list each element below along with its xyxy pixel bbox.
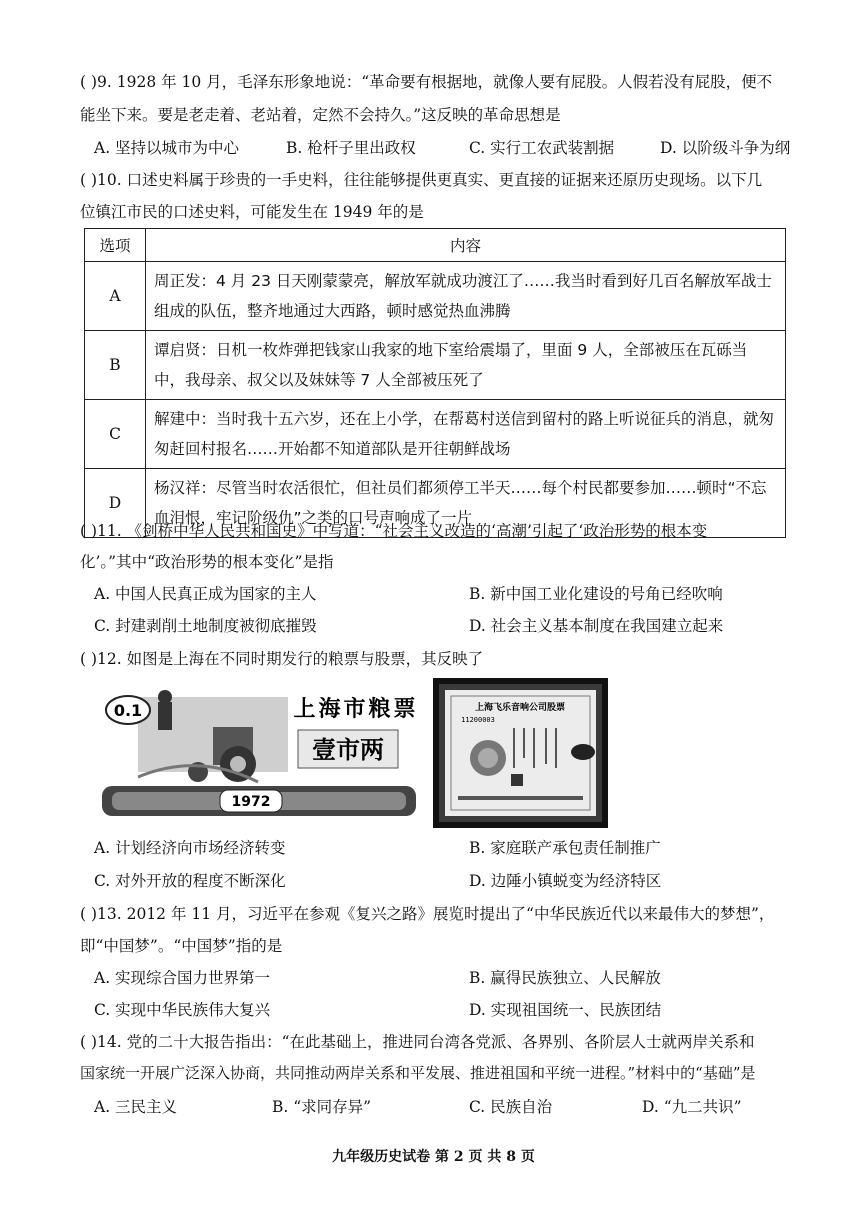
question-11-line-2: 化’。”其中“政治形势的根本变化”是指 — [80, 553, 334, 571]
row-content: 周正发：4 月 23 日天刚蒙蒙亮，解放军就成功渡江了……我当时看到好几百名解放军战士组成的队伍，整齐地通过大西路，顿时感觉热血沸腾 — [146, 262, 786, 331]
row-content: 谭启贤：日机一枚炸弹把钱家山我家的地下室给震塌了，里面 9 人，全部被压在瓦砾当中，我母亲、叔父以及妹妹等 7 人全部被压死了 — [146, 331, 786, 400]
q13-option-a: A. 实现综合国力世界第一 — [94, 969, 271, 987]
stock-serial: 11200003 — [461, 716, 495, 724]
header-content: 内容 — [146, 229, 786, 262]
q14-option-a: A. 三民主义 — [94, 1098, 178, 1116]
row-key: B — [85, 331, 146, 400]
q11-option-a: A. 中国人民真正成为国家的主人 — [94, 585, 317, 603]
q14-option-d: D. “九二共识” — [642, 1098, 742, 1116]
ticket-title: 上海市粮票 — [293, 697, 419, 722]
q13-option-b: B. 赢得民族独立、人民解放 — [469, 969, 661, 987]
header-option: 选项 — [85, 229, 146, 262]
question-13-line-2: 即“中国梦”。“中国梦”指的是 — [80, 937, 283, 955]
tractor-illustration — [138, 690, 288, 782]
q9-option-b: B. 枪杆子里出政权 — [286, 139, 416, 157]
question-9-line-1: ( )9. 1928 年 10 月，毛泽东形象地说：“革命要有根据地，就像人要有屁股。人假若没有屁股，便不 — [80, 73, 773, 91]
question-13-line-1: ( )13. 2012 年 11 月，习近平在参观《复兴之路》展览时提出了“中华民族近代以来最伟大的梦想”， — [80, 905, 775, 923]
q14-option-c: C. 民族自治 — [469, 1098, 553, 1116]
question-14-line-2: 国家统一开展广泛深入协商，共同推动两岸关系和平发展、推进祖国和平统一进程。”材料中的“基础”是 — [80, 1064, 756, 1082]
question-12-line-1: ( )12. 如图是上海在不同时期发行的粮票与股票，其反映了 — [80, 650, 484, 668]
q9-option-d: D. 以阶级斗争为纲 — [660, 139, 791, 157]
q12-option-d: D. 边陲小镇蜕变为经济特区 — [469, 872, 662, 890]
q11-option-d: D. 社会主义基本制度在我国建立起来 — [469, 617, 724, 635]
question-14-line-1: ( )14. 党的二十大报告指出：“在此基础上，推进同台湾各党派、各界别、各阶层人士就两岸关系和 — [80, 1033, 755, 1051]
question-10-line-1: ( )10. 口述史料属于珍贵的一手史料，往往能够提供更真实、更直接的证据来还原历史现场。以下几 — [80, 171, 763, 189]
question-11-line-1: ( )11. 《剑桥中华人民共和国史》中写道：“社会主义改造的‘高潮’引起了‘政治形势的根本变 — [80, 522, 708, 540]
table-row — [85, 331, 786, 400]
q9-option-a: A. 坚持以城市为中心 — [94, 139, 240, 157]
row-key: C — [85, 400, 146, 469]
row-content: 解建中：当时我十五六岁，还在上小学，在帮葛村送信到留村的路上听说征兵的消息，就匆匆赶回村报名……开始都不知道部队是开往朝鲜战场 — [146, 400, 786, 469]
row-key: A — [85, 262, 146, 331]
q13-option-d: D. 实现祖国统一、民族团结 — [469, 1001, 662, 1019]
question-9-line-2: 能坐下来。要是老走着、老站着，定然不会持久。”这反映的革命思想是 — [80, 106, 561, 124]
q12-option-c: C. 对外开放的程度不断深化 — [94, 872, 286, 890]
stock-certificate-image — [433, 678, 608, 828]
oral-history-table — [84, 228, 786, 538]
table-row — [85, 400, 786, 469]
q9-option-c: C. 实行工农武装割据 — [469, 139, 615, 157]
q13-option-c: C. 实现中华民族伟大复兴 — [94, 1001, 271, 1019]
q14-option-b: B. “求同存异” — [272, 1098, 372, 1116]
q11-option-c: C. 封建剥削土地制度被彻底摧毁 — [94, 617, 317, 635]
table-row — [85, 262, 786, 331]
row-content: 杨汉祥：尽管当时农活很忙，但社员们都须停工半天……每个村民都要参加……顿时“不忘血泪恨，牢记阶级仇”之类的口号声响成了一片 — [146, 469, 786, 538]
q12-option-a: A. 计划经济向市场经济转变 — [94, 839, 286, 857]
ticket-amount: 壹市两 — [312, 736, 384, 764]
question-10-line-2: 位镇江市民的口述史料，可能发生在 1949 年的是 — [80, 203, 424, 221]
ticket-year: 1972 — [231, 794, 271, 810]
row-key: D — [85, 469, 146, 538]
q11-option-b: B. 新中国工业化建设的号角已经吹响 — [469, 585, 723, 603]
table-header-row — [85, 229, 786, 262]
q12-option-b: B. 家庭联产承包责任制推广 — [469, 839, 661, 857]
stock-title: 上海飞乐音响公司股票 — [474, 703, 566, 713]
grain-ticket-image — [98, 682, 420, 822]
page-footer: 九年级历史试卷 第 2 页 共 8 页 — [332, 1149, 535, 1165]
ticket-value-tag: 0.1 — [113, 701, 143, 720]
